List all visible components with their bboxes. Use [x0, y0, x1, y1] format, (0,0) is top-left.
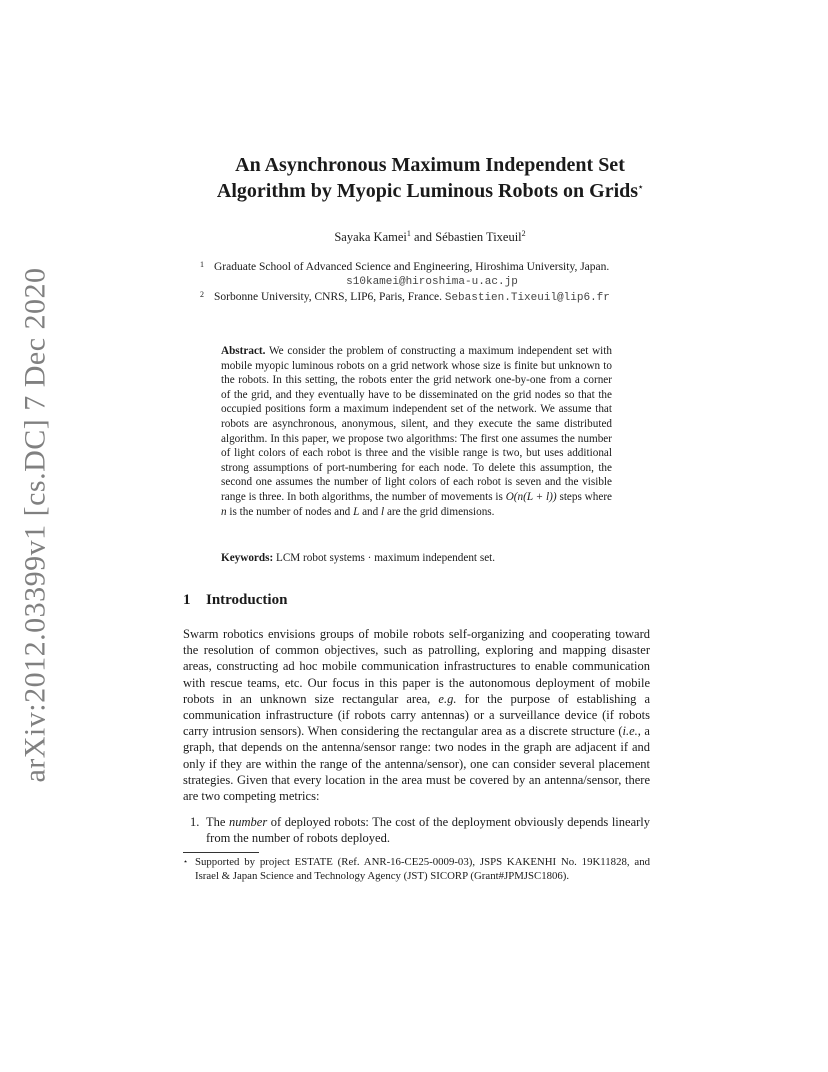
- intro-text-1: Swarm robotics envisions groups of mobile robots self-organizing and cooperating toward the resolution of common objectives, such as patrolling, exploring and mapping disaster areas, constructing ad hoc mobile communication infrastructures to enable communication with rescue teams, etc. Our focus in this paper is the autonomous deployment of mobile robots in an unknown size rectangular area,: [183, 627, 650, 706]
- author-2-affil: 2: [521, 228, 526, 238]
- abstract-label: Abstract.: [221, 345, 266, 357]
- intro-eg: e.g.: [438, 691, 457, 706]
- author-list: [150, 230, 710, 245]
- list-item-number: 1.: [190, 815, 200, 829]
- metrics-list: [183, 814, 650, 846]
- affiliation-1-number: 1: [200, 260, 204, 269]
- title-line-2: Algorithm by Myopic Luminous Robots on Grids: [216, 180, 639, 202]
- intro-ie: i.e.: [622, 724, 638, 739]
- intro-paragraph: [183, 626, 650, 804]
- abstract-text-b: steps where: [559, 490, 613, 503]
- title-footnote-star: ⋆: [638, 182, 644, 192]
- abstract-formula: O(n(L + l)): [505, 490, 557, 503]
- abstract-var-l: l: [381, 505, 385, 518]
- footnote-text: Supported by project ESTATE (Ref. ANR-16-CE25-0009-03), JSPS KAKENHI No. 19K11828, and Israel & Japan Science and Technology Agency (JST) SICORP (Grant#JPMJSC1806).: [195, 856, 650, 883]
- abstract-var-n: n: [221, 505, 227, 518]
- list-item-post: of deployed robots: The cost of the deployment obviously depends linearly from the number of robots deployed.: [206, 815, 650, 846]
- section-title: Introduction: [206, 592, 288, 608]
- keywords-text: LCM robot systems · maximum independent set.: [276, 552, 496, 564]
- list-item: [206, 814, 650, 846]
- author-1: Sayaka Kamei: [334, 230, 407, 244]
- affiliation-2-email: Sebastien.Tixeuil@lip6.fr: [444, 292, 610, 304]
- footnote: [183, 855, 650, 884]
- abstract: [221, 344, 612, 519]
- section-heading: [183, 592, 287, 609]
- keywords-label: Keywords:: [221, 552, 274, 564]
- abstract-var-L: L: [353, 505, 360, 518]
- abstract-text-e: are the grid dimensions.: [386, 505, 495, 518]
- title-line-1: An Asynchronous Maximum Independent Set: [235, 154, 625, 176]
- list-item-pre: The: [206, 815, 226, 829]
- paper-title: [150, 152, 710, 204]
- abstract-text-c: is the number of nodes and: [229, 505, 351, 518]
- arxiv-side-stamp: [14, 267, 58, 783]
- list-item-emphasis: number: [229, 815, 268, 829]
- affiliation-2: [200, 290, 650, 306]
- affiliation-2-number: 2: [200, 290, 204, 299]
- section-number: 1: [183, 592, 191, 608]
- author-1-affil: 1: [406, 228, 411, 238]
- affiliation-1-text: Graduate School of Advanced Science and Engineering, Hiroshima University, Japan.: [214, 261, 610, 273]
- abstract-text-d: and: [362, 505, 379, 518]
- intro-text-3: , a graph, that depends on the antenna/sensor range: two nodes in the graph are adjacent if and only if they are within the range of the antenna/sensor), one can consider several placement strategies. Given that every location in the area must be covered by an antenna/sensor, there are two competing metrics:: [183, 724, 650, 804]
- affiliation-2-text: Sorbonne University, CNRS, LIP6, Paris, France.: [214, 291, 442, 303]
- affiliation-1-email: s10kamei@hiroshima-u.ac.jp: [346, 276, 518, 288]
- intro-text-2: for the purpose of establishing a communication infrastructure (if robots carry antennas) or a surveillance device (if robots carry intrusion sensors). When considering the rectangular area as a discrete structure (: [183, 691, 650, 739]
- footnote-mark: ⋆: [183, 857, 189, 866]
- abstract-text-a: We consider the problem of constructing a maximum independent set with mobile myopic luminous robots on a grid network whose size is finite but unknown to the robots. In this setting, the robots enter the grid network one-by-one from a corner of the grid, and they eventually have to be disseminated on the grid nodes so that the occupied positions form a maximum independent set of the network. We assume that robots are asynchronous, anonymous, silent, and they execute the same distributed algorithm. In this paper, we propose two algorithms: The first one assumes the number of light colors of each robot is three and the visible range is two, but uses additional strong assumptions of port-numbering for each node. To delete this assumption, the second one assumes the number of light colors of each robot is seven and the visible range is three. In both algorithms, the number of movements is: [221, 345, 612, 503]
- arxiv-identifier: arXiv:2012.03399v1 [cs.DC] 7 Dec 2020: [19, 267, 52, 783]
- author-2: Sébastien Tixeuil: [435, 230, 522, 244]
- keywords: [221, 551, 612, 566]
- footnote-rule: [183, 852, 259, 853]
- affiliation-1: [200, 260, 650, 290]
- author-conjunction: and: [410, 230, 436, 244]
